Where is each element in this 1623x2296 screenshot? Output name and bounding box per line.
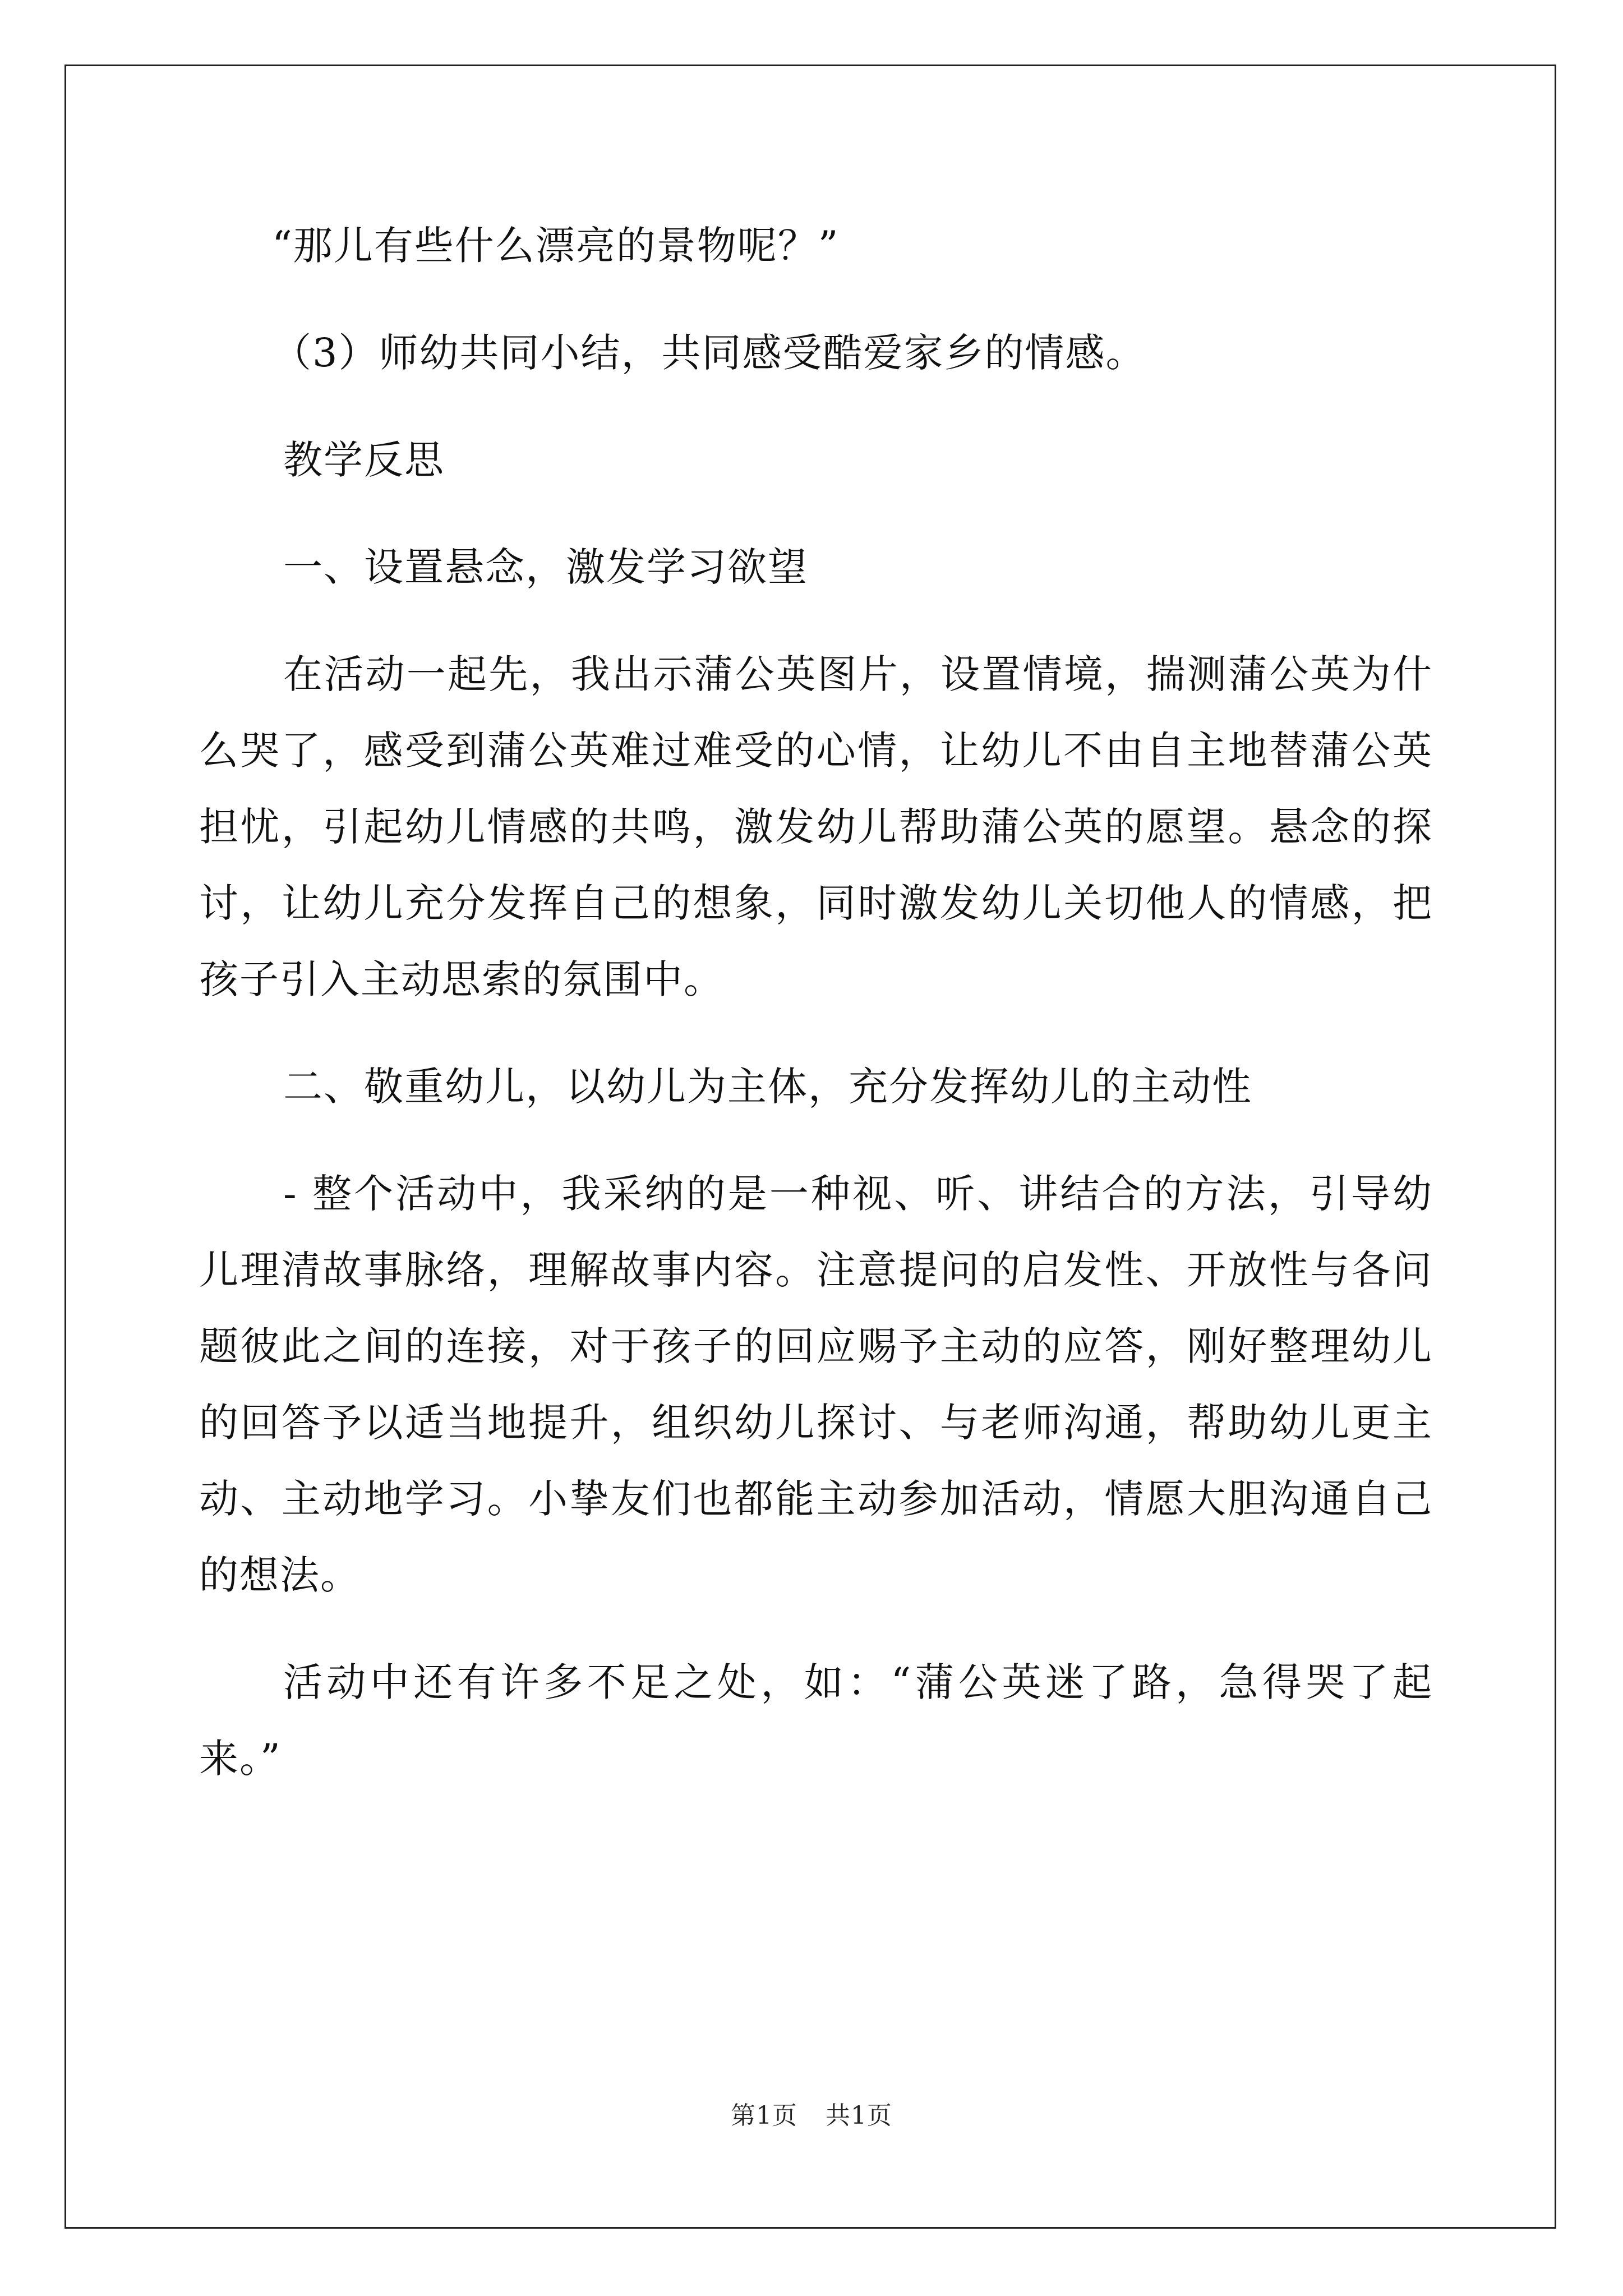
- paragraph-shortcomings: 活动中还有许多不足之处，如：“蒲公英迷了路，急得哭了起来。”: [199, 1659, 1433, 1782]
- subheading-respect: 二、敬重幼儿，以幼儿为主体，充分发挥幼儿的主动性: [283, 1064, 1252, 1110]
- document-body: [199, 208, 1433, 1797]
- paragraph-summary: （3）师幼共同小结，共同感受酷爱家乡的情感。: [272, 330, 1146, 376]
- paragraph-quote: “那儿有些什么漂亮的景物呢？”: [272, 223, 840, 269]
- section-heading-reflection: 教学反思: [283, 437, 445, 483]
- subheading-suspense: 一、设置悬念，激发学习欲望: [283, 544, 808, 590]
- paragraph-respect: - 整个活动中，我采纳的是一种视、听、讲结合的方法，引导幼儿理清故事脉络，理解故事内容。注意提问的启发性、开放性与各问题彼此之间的连接，对于孩子的回应赐予主动的应答，刚好整理幼儿的回答予以适当地提升，组织幼儿探讨、与老师沟通，帮助幼儿更主动、主动地学习。小挚友们也都能主动参加活动，情愿大胆沟通自己的想法。: [199, 1171, 1433, 1598]
- paragraph-suspense: 在活动一起先，我出示蒲公英图片，设置情境，揣测蒲公英为什么哭了，感受到蒲公英难过难受的心情，让幼儿不由自主地替蒲公英担忧，引起幼儿情感的共鸣，激发幼儿帮助蒲公英的愿望。悬念的探讨，让幼儿充分发挥自己的想象，同时激发幼儿关切他人的情感，把孩子引入主动思索的氛围中。: [199, 651, 1433, 1002]
- page-number-total: 共1页: [826, 2101, 892, 2130]
- page-footer: [0, 2095, 1623, 2131]
- page-number-current: 第1页: [731, 2101, 797, 2130]
